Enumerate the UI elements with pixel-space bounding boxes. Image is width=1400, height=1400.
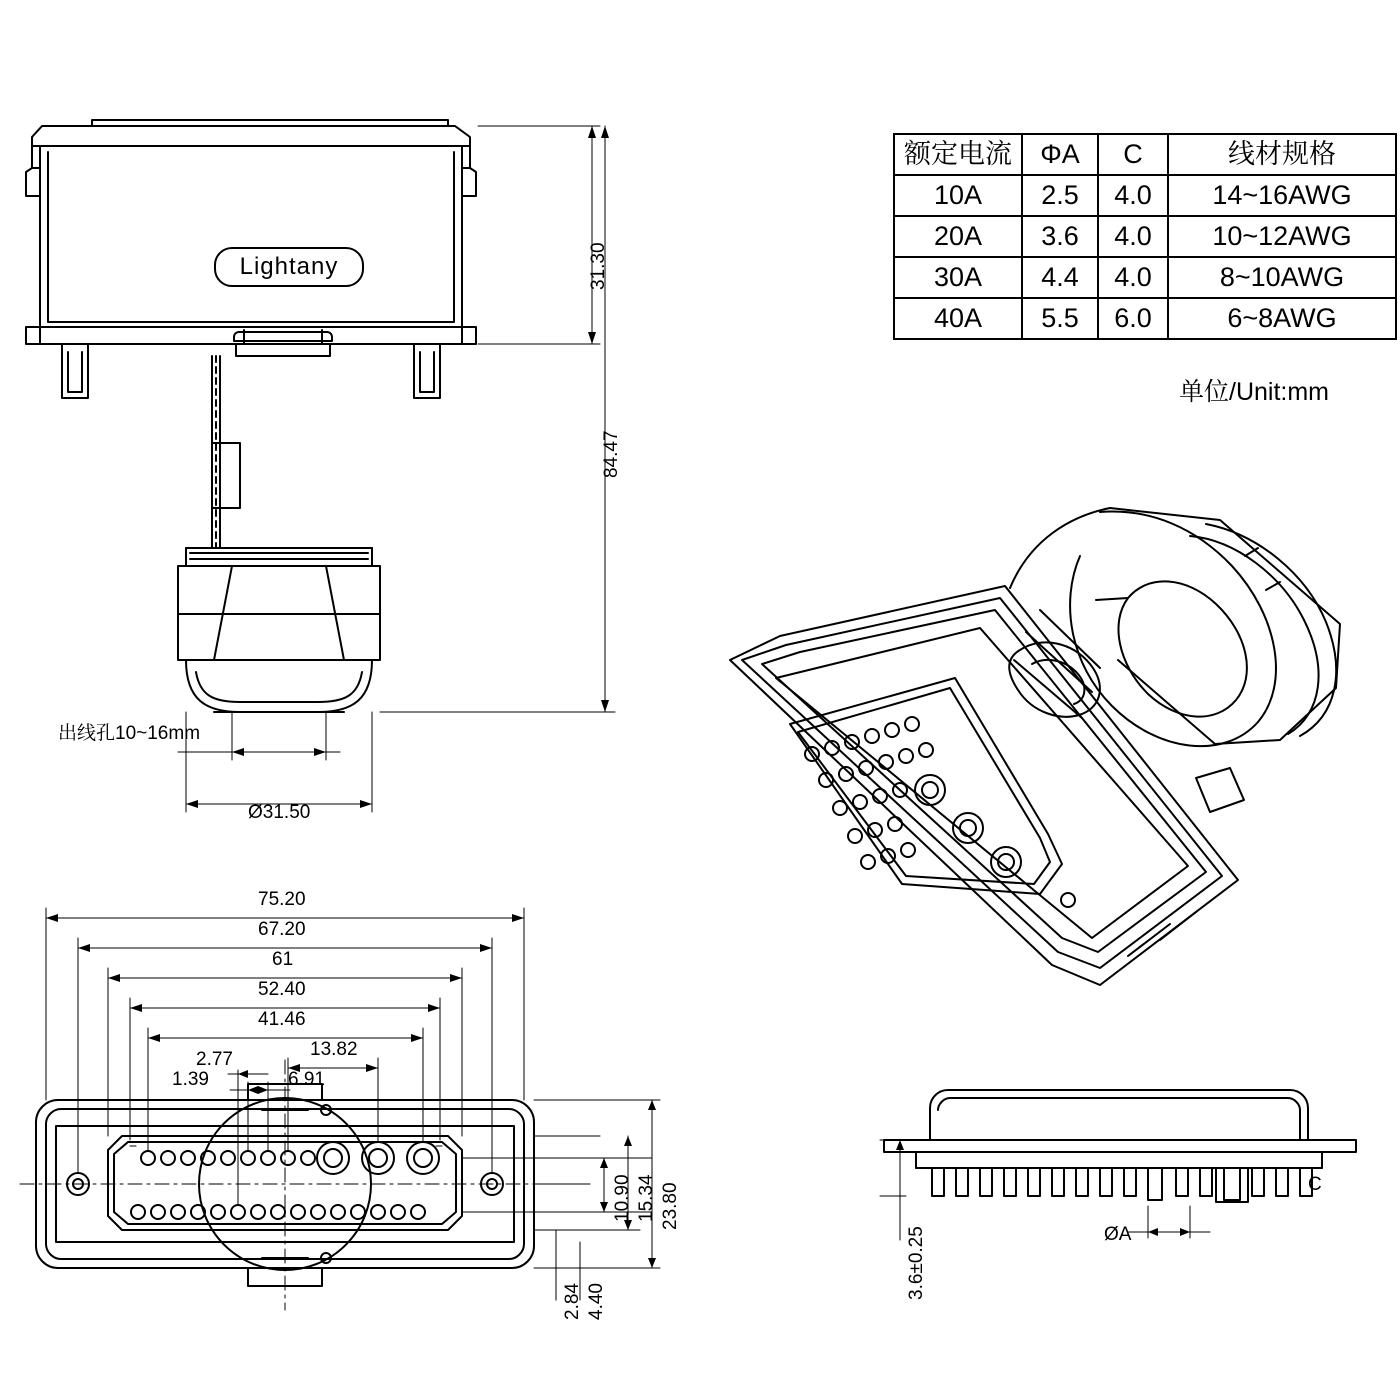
cell-wire: 8~10AWG: [1168, 257, 1396, 298]
dim-pitch-c: C: [1308, 1174, 1322, 1195]
dim-width-41-46: 41.46: [258, 1009, 306, 1030]
table-header-row: [894, 134, 1396, 175]
cell-phiA: 2.5: [1022, 175, 1098, 216]
table-row: [894, 257, 1396, 298]
dim-height-15-34: 15.34: [636, 1174, 657, 1222]
dim-overall-height: 84.47: [601, 430, 622, 478]
cell-current: 40A: [894, 298, 1022, 339]
cell-c: 4.0: [1098, 257, 1168, 298]
dim-width-13-82: 13.82: [310, 1039, 358, 1060]
section-view-group: [880, 1090, 1356, 1240]
dim-width-52-40: 52.40: [258, 979, 306, 1000]
cell-wire: 10~12AWG: [1168, 216, 1396, 257]
cell-current: 30A: [894, 257, 1022, 298]
cell-phiA: 4.4: [1022, 257, 1098, 298]
cell-current: 20A: [894, 216, 1022, 257]
dim-pin-diameter: ØA: [1104, 1224, 1132, 1245]
dim-height-2-84: 2.84: [562, 1283, 583, 1320]
cell-current: 10A: [894, 175, 1022, 216]
side-view-group: [26, 120, 615, 812]
dim-thickness: 3.6±0.25: [906, 1226, 927, 1300]
cell-phiA: 3.6: [1022, 216, 1098, 257]
header-wire: 线材规格: [1168, 134, 1396, 175]
cell-wire: 14~16AWG: [1168, 175, 1396, 216]
dim-width-2-77: 2.77: [196, 1049, 233, 1070]
header-c: C: [1098, 134, 1168, 175]
spec-table: [893, 133, 1397, 340]
cell-phiA: 5.5: [1022, 298, 1098, 339]
cell-wire: 6~8AWG: [1168, 298, 1396, 339]
dim-width-1-39: 1.39: [172, 1069, 209, 1090]
cell-c: 4.0: [1098, 216, 1168, 257]
header-current: 额定电流: [894, 134, 1022, 175]
unit-note: 单位/Unit:mm: [1179, 378, 1330, 406]
dim-width-67-20: 67.20: [258, 919, 306, 940]
dim-width-75-20: 75.20: [258, 889, 306, 910]
front-view-group: [20, 908, 660, 1310]
brand-logo: Lightany: [214, 247, 364, 287]
dim-gland-diameter: Ø31.50: [248, 802, 311, 823]
cable-hole-note: 出线孔10~16mm: [58, 723, 201, 744]
table-row: [894, 175, 1396, 216]
isometric-view-group: [730, 508, 1340, 985]
cell-c: 6.0: [1098, 298, 1168, 339]
cell-c: 4.0: [1098, 175, 1168, 216]
dim-body-height: 31.30: [588, 242, 609, 290]
table-row: [894, 298, 1396, 339]
header-phiA: ΦA: [1022, 134, 1098, 175]
dim-height-4-40: 4.40: [586, 1283, 607, 1320]
table-row: [894, 216, 1396, 257]
dim-width-61: 61: [272, 949, 294, 970]
dim-width-6-91: 6.91: [288, 1069, 325, 1090]
dim-height-10-90: 10.90: [612, 1174, 633, 1222]
dim-height-23-80: 23.80: [660, 1182, 681, 1230]
